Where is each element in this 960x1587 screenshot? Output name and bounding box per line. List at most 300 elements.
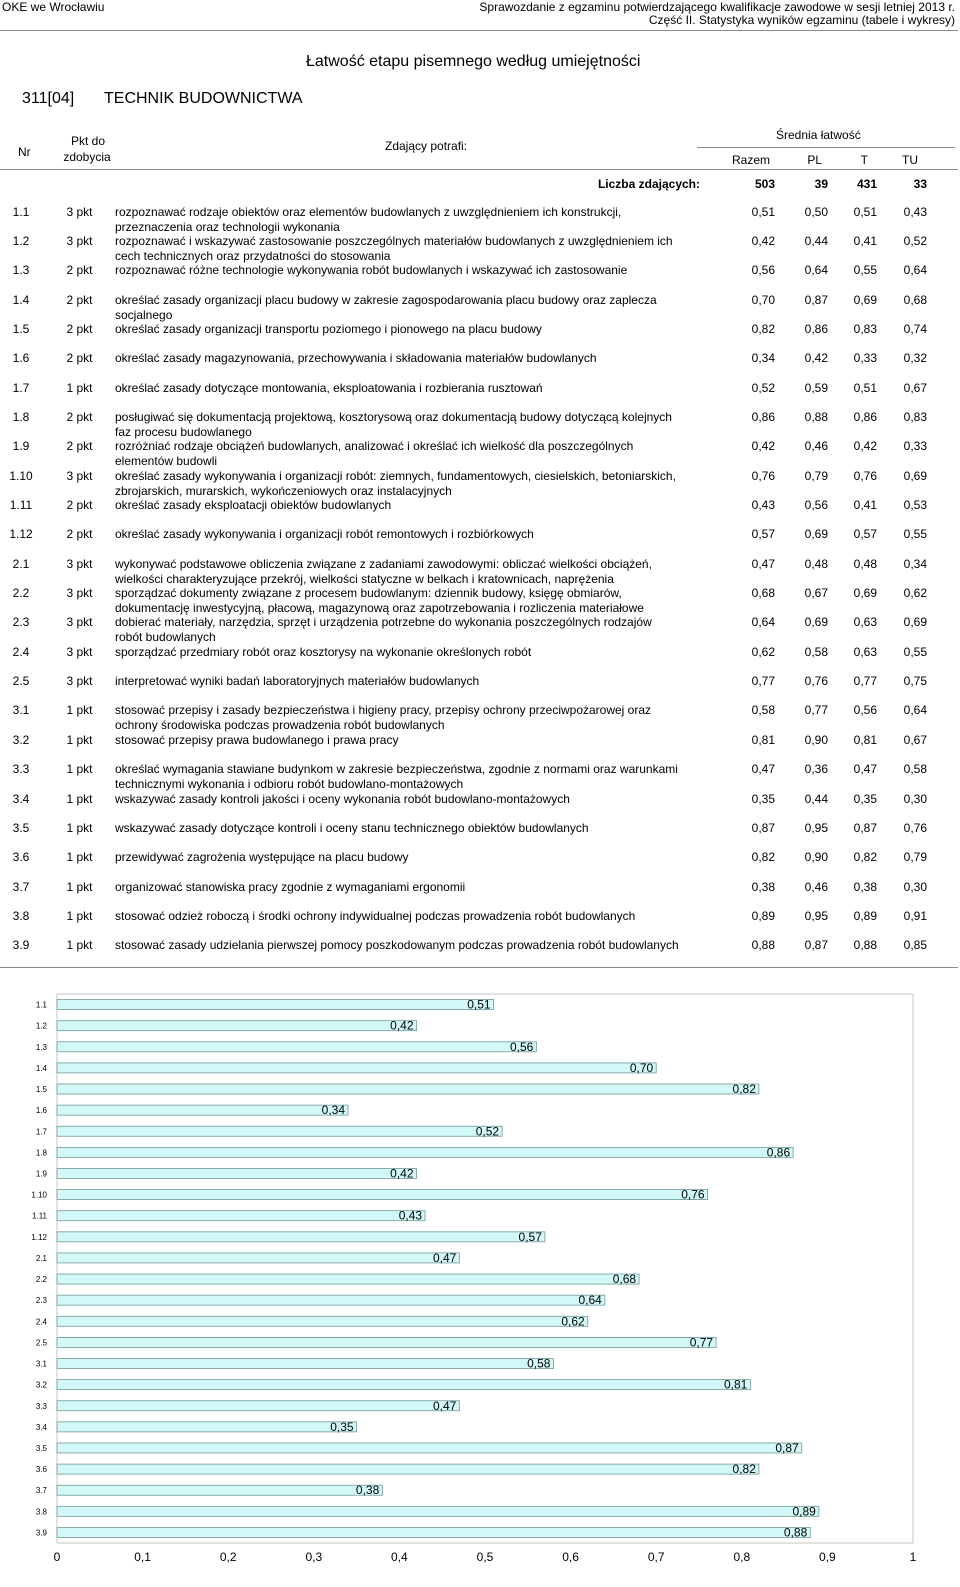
- row-skill-line: elementów budowli: [115, 454, 218, 469]
- row-skill: [115, 762, 678, 792]
- table-row: [0, 733, 960, 762]
- bar: [57, 1356, 553, 1371]
- table-bottom-line: [0, 967, 958, 968]
- data-label: 0,82: [732, 1082, 756, 1097]
- table-row: [0, 234, 960, 263]
- x-tick-label: 0,3: [305, 1550, 323, 1564]
- row-skill: [115, 439, 633, 469]
- row-points: 2 pkt: [66, 439, 93, 454]
- bar: [57, 1082, 759, 1097]
- table-row: [0, 909, 960, 938]
- col-header-pl: PL: [807, 153, 822, 167]
- row-skill-line: określać zasady organizacji transportu poziomego i pionowego na placu budowy: [115, 321, 542, 336]
- row-value-razem: 0,35: [751, 791, 775, 806]
- y-tick-label: 2.3: [35, 1296, 47, 1306]
- x-tick-label: 0,9: [819, 1550, 836, 1564]
- y-tick-label: 3.5: [35, 1443, 47, 1453]
- row-skill-line: organizować stanowiska pracy zgodnie z wymaganiami ergonomii: [115, 879, 466, 894]
- bar: [57, 1419, 357, 1434]
- data-label: 0,68: [612, 1272, 637, 1287]
- row-skill: [115, 615, 652, 645]
- row-points: 1 pkt: [66, 938, 93, 953]
- y-tick-label: 2.1: [35, 1253, 47, 1263]
- row-value-t: 0,76: [853, 468, 877, 483]
- y-tick-label: 3.1: [35, 1359, 47, 1369]
- bar: [57, 1398, 459, 1413]
- y-tick-label: 3.2: [35, 1380, 47, 1390]
- row-value-pl: 0,69: [804, 615, 828, 630]
- table-row: [0, 557, 960, 586]
- row-value-t: 0,77: [853, 674, 877, 689]
- data-label: 0,56: [510, 1039, 534, 1054]
- row-value-t: 0,87: [853, 820, 877, 835]
- row-skill-line: wskazywać zasady kontroli jakości i oceny wykonania robót budowlano-montażowych: [115, 791, 570, 806]
- avg-group-divider: [697, 147, 955, 148]
- row-skill-line: rozróżniać rodzaje obciążeń budowlanych, analizować i określać ich wielkość dla poszczególnych: [115, 439, 634, 454]
- row-skill-line: określać zasady eksploatacji obiektów budowlanych: [115, 498, 392, 512]
- table-row: [0, 381, 960, 410]
- count-label: Liczba zdających:: [597, 177, 700, 191]
- row-value-pl: 0,88: [804, 409, 828, 424]
- table-row: [0, 293, 960, 322]
- data-label: 0,57: [518, 1229, 542, 1244]
- bar: [57, 1314, 588, 1329]
- x-tick-label: 1: [909, 1550, 917, 1564]
- x-tick-label: 0,4: [391, 1550, 408, 1564]
- data-label: 0,62: [561, 1314, 585, 1329]
- row-number: 3.9: [12, 938, 30, 953]
- row-value-t: 0,51: [853, 204, 877, 219]
- row-value-tu: 0,55: [903, 527, 927, 542]
- row-value-razem: 0,89: [751, 908, 775, 923]
- row-value-t: 0,41: [853, 233, 877, 248]
- row-value-razem: 0,47: [751, 762, 775, 777]
- row-skill-line: określać zasady organizacji placu budowy w zakresie zagospodarowania placu budowy oraz zaplecza: [115, 292, 657, 307]
- profession-code: 311[04]: [22, 90, 75, 107]
- row-value-pl: 0,76: [804, 674, 828, 689]
- row-value-razem: 0,68: [751, 586, 775, 601]
- row-skill: [115, 205, 621, 235]
- x-tick-label: 0,1: [134, 1550, 151, 1564]
- data-label: 0,87: [775, 1440, 799, 1455]
- col-header-razem: Razem: [731, 153, 770, 167]
- row-value-tu: 0,76: [903, 820, 927, 835]
- row-number: 2.4: [12, 644, 30, 659]
- row-skill: [115, 703, 651, 733]
- row-points: 3 pkt: [66, 204, 93, 219]
- data-label: 0,58: [527, 1356, 551, 1371]
- row-skill-line: określać wymagania stawiane budynkom w zakresie bezpieczeństwa, zgodnie z normami oraz warunkami: [115, 762, 678, 777]
- row-skill-line: stosować zasady udzielania pierwszej pomocy poszkodowanym podczas prowadzenia robót budowlanych: [115, 938, 679, 953]
- table-header-divider: [0, 169, 958, 170]
- y-tick-label: 2.2: [35, 1275, 47, 1285]
- bar: [57, 1145, 793, 1160]
- row-skill-line: stosować przepisy prawa budowlanego i prawa pracy: [115, 732, 399, 747]
- row-skill-line: rozpoznawać rodzaje obiektów oraz elementów budowlanych z uwzględnieniem ich konstrukcji,: [115, 204, 622, 219]
- org-name: OKE we Wrocławiu: [2, 0, 105, 14]
- row-value-razem: 0,86: [751, 409, 775, 424]
- row-skill: [115, 527, 534, 542]
- row-value-tu: 0,30: [903, 879, 927, 894]
- row-value-t: 0,69: [853, 586, 877, 601]
- row-points: 1 pkt: [66, 850, 93, 865]
- row-points: 1 pkt: [66, 879, 93, 894]
- row-skill: [115, 557, 652, 587]
- row-points: 2 pkt: [66, 263, 93, 278]
- report-part: Część II. Statystyka wyników egzaminu (tabele i wykresy): [648, 13, 955, 27]
- row-value-pl: 0,90: [804, 850, 828, 865]
- bar: [57, 1483, 382, 1498]
- row-skill-line: sporządzać przedmiary robót oraz kosztorysy na wykonanie określonych robót: [115, 644, 532, 659]
- row-points: 2 pkt: [66, 292, 93, 307]
- row-value-t: 0,35: [853, 791, 877, 806]
- row-skill: [115, 850, 409, 865]
- y-tick-label: 1.9: [35, 1169, 47, 1179]
- report-title: Sprawozdanie z egzaminu potwierdzającego kwalifikacje zawodowe w sesji letniej 2013 r.: [479, 0, 955, 14]
- table-row: [0, 263, 960, 292]
- data-label: 0,81: [724, 1377, 748, 1392]
- table-row: [0, 880, 960, 909]
- row-value-tu: 0,64: [903, 703, 927, 718]
- row-value-tu: 0,85: [903, 938, 927, 953]
- row-value-razem: 0,77: [751, 674, 775, 689]
- row-value-razem: 0,43: [751, 498, 775, 512]
- row-number: 3.1: [12, 703, 30, 718]
- table-row: [0, 586, 960, 615]
- y-tick-label: 1.6: [35, 1106, 47, 1116]
- data-label: 0,35: [330, 1419, 354, 1434]
- row-skill-line: robót budowlanych: [115, 630, 216, 645]
- y-tick-label: 3.8: [35, 1507, 47, 1517]
- row-value-pl: 0,48: [804, 556, 828, 571]
- row-points: 1 pkt: [66, 732, 93, 747]
- row-skill-line: cech technicznych oraz przydatności do stosowania: [115, 248, 391, 263]
- row-points: 1 pkt: [66, 762, 93, 777]
- row-skill-line: rozpoznawać i wskazywać zastosowanie poszczególnych materiałów budowlanych z uwzględnieniem ich: [115, 233, 673, 248]
- row-value-pl: 0,42: [804, 351, 828, 366]
- y-tick-label: 3.9: [35, 1528, 47, 1538]
- row-number: 2.1: [12, 556, 30, 571]
- bar: [57, 1187, 708, 1202]
- row-value-pl: 0,69: [804, 527, 828, 542]
- row-skill-line: wskazywać zasady dotyczące kontroli i oceny stanu technicznego obiektów budowlanych: [115, 820, 589, 835]
- row-value-tu: 0,67: [903, 380, 927, 395]
- row-value-t: 0,56: [853, 703, 877, 718]
- row-skill: [115, 938, 679, 953]
- easiness-bar-chart: [0, 985, 960, 1585]
- table-row: [0, 850, 960, 879]
- row-value-razem: 0,82: [751, 850, 775, 865]
- data-label: 0,86: [766, 1145, 791, 1160]
- row-value-pl: 0,46: [804, 879, 828, 894]
- row-skill: [115, 234, 673, 264]
- table-row: [0, 615, 960, 644]
- row-skill-line: stosować przepisy i zasady bezpieczeństwa i higieny pracy, przepisy ochrony przeciwpożarowej oraz: [115, 703, 652, 718]
- y-tick-label: 1.1: [35, 1000, 47, 1010]
- row-value-t: 0,51: [853, 380, 877, 395]
- bar: [57, 1335, 716, 1350]
- row-points: 1 pkt: [66, 908, 93, 923]
- table-row: [0, 938, 960, 967]
- bar: [57, 1272, 639, 1287]
- row-skill: [115, 263, 627, 278]
- row-skill: [115, 909, 635, 924]
- page-title: Łatwość etapu pisemnego według umiejętności: [306, 53, 641, 70]
- y-tick-label: 1.5: [35, 1085, 47, 1095]
- bar: [57, 1166, 417, 1181]
- bar: [57, 997, 494, 1012]
- row-value-tu: 0,79: [903, 850, 927, 865]
- col-header-nr: Nr: [18, 145, 31, 159]
- row-skill-line: stosować odzież roboczą i środki ochrony indywidualnej podczas prowadzenia robót budowlanych: [115, 908, 636, 923]
- table-row: [0, 469, 960, 498]
- bar: [57, 1124, 502, 1139]
- row-skill-line: określać zasady wykonywania i organizacji robót remontowych i rozbiórkowych: [115, 527, 534, 542]
- row-number: 1.9: [12, 439, 30, 454]
- row-number: 1.6: [12, 351, 30, 366]
- data-label: 0,64: [578, 1293, 602, 1308]
- row-value-razem: 0,42: [751, 233, 775, 248]
- row-skill: [115, 498, 391, 513]
- row-value-razem: 0,52: [751, 380, 775, 395]
- row-number: 1.12: [9, 527, 33, 542]
- row-value-razem: 0,51: [751, 204, 775, 219]
- profession-name: TECHNIK BUDOWNICTWA: [104, 90, 303, 107]
- bar: [57, 1525, 810, 1540]
- y-tick-label: 1.11: [32, 1211, 47, 1221]
- row-value-tu: 0,64: [903, 263, 927, 278]
- table-row: [0, 674, 960, 703]
- row-value-tu: 0,75: [903, 674, 927, 689]
- y-tick-label: 1.2: [35, 1021, 47, 1031]
- row-value-razem: 0,42: [751, 439, 775, 454]
- x-tick-label: 0: [53, 1550, 61, 1564]
- row-skill-line: sporządzać dokumenty związane z procesem budowlanym: dziennik budowy, księgę obmiarów,: [115, 586, 622, 601]
- count-t: 431: [856, 177, 877, 191]
- row-value-pl: 0,59: [804, 380, 828, 395]
- row-value-t: 0,63: [853, 644, 877, 659]
- row-skill-line: technicznymi wykonania i odbioru robót budowlano-montażowych: [115, 777, 464, 792]
- row-value-razem: 0,81: [751, 732, 775, 747]
- row-skill-line: ochrony środowiska podczas prowadzenia robót budowlanych: [115, 718, 445, 733]
- row-number: 3.8: [12, 908, 30, 923]
- table-row: [0, 792, 960, 821]
- y-tick-label: 1.4: [35, 1063, 47, 1073]
- row-value-tu: 0,69: [903, 468, 927, 483]
- count-razem: 503: [754, 177, 775, 191]
- row-value-tu: 0,32: [903, 351, 927, 366]
- row-value-t: 0,89: [853, 908, 877, 923]
- row-skill-line: faz procesu budowlanego: [115, 424, 252, 439]
- bar: [57, 1229, 545, 1244]
- col-header-skill: Zdający potrafi:: [385, 139, 468, 153]
- row-skill: [115, 410, 672, 440]
- row-number: 1.11: [9, 498, 33, 512]
- row-value-razem: 0,82: [751, 321, 775, 336]
- row-number: 1.7: [12, 380, 30, 395]
- row-value-tu: 0,53: [903, 498, 927, 512]
- count-pl: 39: [814, 177, 828, 191]
- table-row: [0, 410, 960, 439]
- y-tick-label: 3.6: [35, 1465, 47, 1475]
- row-skill-line: zbrojarskich, murarskich, wykończeniowych oraz instalacyjnych: [115, 483, 452, 498]
- row-value-t: 0,41: [853, 498, 877, 512]
- row-value-pl: 0,87: [804, 938, 828, 953]
- row-value-pl: 0,50: [804, 204, 828, 219]
- row-skill: [115, 351, 597, 366]
- data-label: 0,47: [432, 1250, 457, 1265]
- row-value-t: 0,33: [853, 351, 877, 366]
- bar: [57, 1504, 819, 1519]
- col-header-avg-group: Średnia łatwość: [776, 128, 861, 142]
- row-value-pl: 0,87: [804, 292, 828, 307]
- row-skill: [115, 586, 644, 616]
- row-points: 1 pkt: [66, 703, 93, 718]
- row-value-tu: 0,55: [903, 644, 927, 659]
- y-tick-label: 2.4: [35, 1317, 47, 1327]
- row-skill: [115, 674, 479, 689]
- row-value-t: 0,69: [853, 292, 877, 307]
- y-tick-label: 1.12: [31, 1232, 47, 1242]
- plot-area: [57, 994, 913, 1543]
- row-number: 1.8: [12, 409, 30, 424]
- row-skill-line: interpretować wyniki badań laboratoryjnych materiałów budowlanych: [115, 674, 480, 689]
- row-value-tu: 0,67: [903, 732, 927, 747]
- row-skill: [115, 469, 676, 499]
- row-number: 2.5: [12, 674, 30, 689]
- row-skill-line: posługiwać się dokumentacją projektową, kosztorysową oraz dokumentacją budowy dotyczącą kolejnych: [115, 409, 672, 424]
- row-number: 2.2: [12, 586, 30, 601]
- row-value-t: 0,57: [853, 527, 877, 542]
- bar: [57, 1060, 656, 1075]
- row-value-tu: 0,68: [903, 292, 927, 307]
- row-points: 1 pkt: [66, 791, 93, 806]
- row-value-tu: 0,83: [903, 409, 927, 424]
- table-row: [0, 439, 960, 468]
- row-number: 3.3: [12, 762, 30, 777]
- col-header-t: T: [860, 153, 868, 167]
- row-value-t: 0,38: [853, 879, 877, 894]
- bar: [57, 1462, 759, 1477]
- row-value-tu: 0,74: [903, 321, 927, 336]
- row-value-t: 0,86: [853, 409, 877, 424]
- data-label: 0,88: [783, 1525, 808, 1540]
- table-row: [0, 821, 960, 850]
- row-value-tu: 0,62: [903, 586, 927, 601]
- row-value-razem: 0,56: [751, 263, 775, 278]
- row-skill-line: socjalnego: [115, 307, 173, 322]
- row-skill: [115, 880, 465, 895]
- row-skill-line: dokumentację inwestycyjną, płacową, magazynową oraz zapotrzebowania i rozliczenia materiałowe: [115, 601, 644, 616]
- data-label: 0,51: [467, 997, 491, 1012]
- bar: [57, 1440, 802, 1455]
- row-value-t: 0,48: [853, 556, 877, 571]
- row-value-t: 0,83: [853, 321, 877, 336]
- row-value-t: 0,81: [853, 732, 877, 747]
- row-points: 1 pkt: [66, 380, 93, 395]
- data-label: 0,82: [732, 1462, 756, 1477]
- row-value-pl: 0,86: [804, 321, 828, 336]
- data-label: 0,43: [398, 1208, 423, 1223]
- x-tick-label: 0,5: [476, 1550, 494, 1564]
- row-value-tu: 0,33: [903, 439, 927, 454]
- row-skill: [115, 293, 657, 323]
- data-label: 0,34: [321, 1103, 346, 1118]
- row-value-razem: 0,58: [751, 703, 775, 718]
- row-value-pl: 0,58: [804, 644, 828, 659]
- data-label: 0,89: [792, 1504, 816, 1519]
- row-points: 3 pkt: [66, 644, 93, 659]
- row-skill-line: określać zasady wykonywania i organizacji robót: ziemnych, fundamentowych, ciesielskich, betoniarskich,: [115, 468, 676, 483]
- data-label: 0,70: [629, 1060, 654, 1075]
- row-skill: [115, 792, 570, 807]
- table-row: [0, 205, 960, 234]
- row-points: 1 pkt: [66, 820, 93, 835]
- y-tick-label: 1.10: [31, 1190, 47, 1200]
- table-row: [0, 645, 960, 674]
- row-points: 3 pkt: [66, 556, 93, 571]
- row-value-pl: 0,64: [804, 263, 828, 278]
- row-value-pl: 0,46: [804, 439, 828, 454]
- row-number: 3.6: [12, 850, 30, 865]
- bar: [57, 1103, 348, 1118]
- row-value-tu: 0,34: [903, 556, 927, 571]
- data-label: 0,52: [475, 1124, 500, 1139]
- col-header-points-line1: Pkt do: [70, 134, 106, 148]
- y-tick-label: 3.4: [35, 1422, 47, 1432]
- row-value-pl: 0,44: [804, 791, 828, 806]
- row-value-pl: 0,90: [804, 732, 828, 747]
- y-tick-label: 1.3: [35, 1042, 47, 1052]
- data-label: 0,38: [355, 1483, 380, 1498]
- row-value-razem: 0,87: [751, 820, 775, 835]
- y-tick-label: 3.7: [35, 1486, 47, 1496]
- count-tu: 33: [913, 177, 927, 191]
- x-tick-label: 0,8: [733, 1550, 751, 1564]
- data-label: 0,42: [390, 1018, 414, 1033]
- row-value-t: 0,63: [853, 615, 877, 630]
- row-value-razem: 0,34: [751, 351, 775, 366]
- data-label: 0,76: [681, 1187, 705, 1202]
- bar: [57, 1018, 417, 1033]
- table-row: [0, 498, 960, 527]
- row-value-t: 0,88: [853, 938, 877, 953]
- data-label: 0,77: [689, 1335, 714, 1350]
- data-label: 0,47: [432, 1398, 457, 1413]
- row-number: 3.5: [12, 820, 30, 835]
- row-value-t: 0,47: [853, 762, 877, 777]
- row-value-tu: 0,91: [903, 908, 927, 923]
- row-value-razem: 0,76: [751, 468, 775, 483]
- row-number: 3.2: [12, 732, 30, 747]
- row-skill-line: rozpoznawać różne technologie wykonywania robót budowlanych i wskazywać ich zastosowanie: [115, 263, 628, 278]
- row-value-tu: 0,69: [903, 615, 927, 630]
- data-label: 0,42: [390, 1166, 414, 1181]
- row-value-razem: 0,57: [751, 527, 775, 542]
- row-value-t: 0,55: [853, 263, 877, 278]
- table-row: [0, 527, 960, 556]
- bar: [57, 1250, 459, 1265]
- y-tick-label: 3.3: [35, 1401, 47, 1411]
- row-points: 2 pkt: [66, 409, 93, 424]
- y-tick-label: 2.5: [35, 1338, 47, 1348]
- row-points: 2 pkt: [66, 351, 93, 366]
- row-points: 3 pkt: [66, 233, 93, 248]
- row-skill-line: wielkości charakteryzujące przekrój, wielkości statyczne w belkach i kratownicach, naprężenia: [115, 571, 614, 586]
- row-skill: [115, 645, 531, 660]
- row-points: 2 pkt: [66, 498, 93, 512]
- row-number: 1.1: [12, 204, 30, 219]
